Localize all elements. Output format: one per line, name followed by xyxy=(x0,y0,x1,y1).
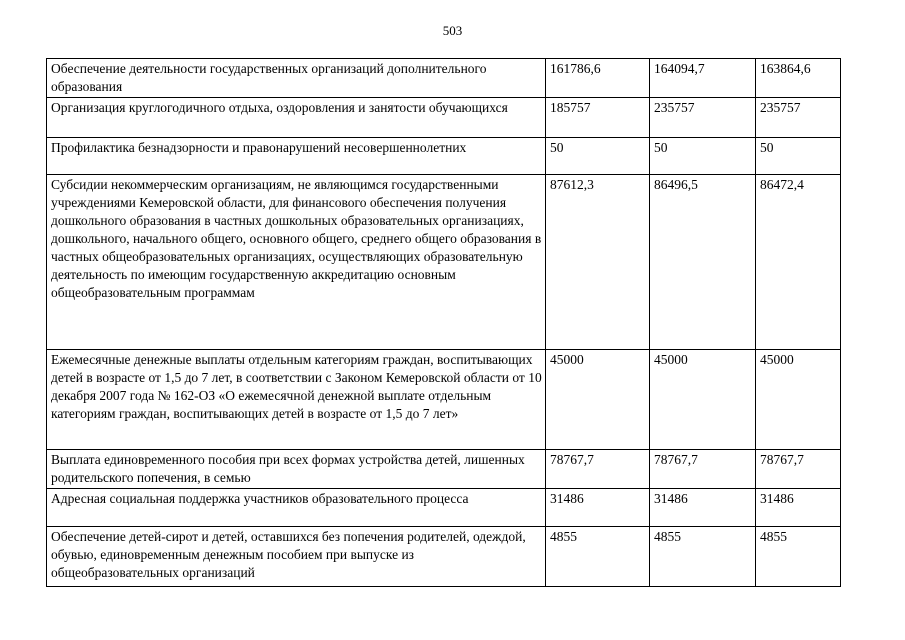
row-label: Обеспечение детей-сирот и детей, оставшихся без попечения родителей, одеждой, обувью, единовременным денежным пособием при выпуске из общеобразовательных организаций xyxy=(47,527,546,587)
row-label: Выплата единовременного пособия при всех формах устройства детей, лишенных родительского попечения, в семью xyxy=(47,450,546,489)
value-year-2: 86496,5 xyxy=(650,175,756,350)
value-year-2: 45000 xyxy=(650,350,756,450)
row-label: Профилактика безнадзорности и правонарушений несовершеннолетних xyxy=(47,138,546,175)
table-row xyxy=(47,59,841,98)
value-year-2: 164094,7 xyxy=(650,59,756,98)
value-year-1: 161786,6 xyxy=(546,59,650,98)
value-year-3: 50 xyxy=(756,138,841,175)
value-year-2: 31486 xyxy=(650,489,756,527)
value-year-3: 31486 xyxy=(756,489,841,527)
row-label: Обеспечение деятельности государственных организаций дополнительного образования xyxy=(47,59,546,98)
row-label: Ежемесячные денежные выплаты отдельным категориям граждан, воспитывающих детей в возрасте от 1,5 до 7 лет, в соответствии с Законом Кемеровской области от 10 декабря 2007 года № 162-ОЗ «О ежемесячной денежной выплате отдельным категориям граждан, воспитывающих детей в возрасте от 1,5 до 7 лет» xyxy=(47,350,546,450)
value-year-1: 31486 xyxy=(546,489,650,527)
table-row xyxy=(47,138,841,175)
value-year-1: 87612,3 xyxy=(546,175,650,350)
budget-table xyxy=(46,58,841,587)
value-year-1: 78767,7 xyxy=(546,450,650,489)
row-label: Адресная социальная поддержка участников образовательного процесса xyxy=(47,489,546,527)
row-label: Субсидии некоммерческим организациям, не являющимся государственными учреждениями Кемеровской области, для финансового обеспечения получения дошкольного образования в частных дошкольных образовательных организациях, дошкольного, начального общего, основного общего, среднего общего образования в частных общеобразовательных организациях, осуществляющих образовательную деятельность по имеющим государственную аккредитацию основным общеобразовательным программам xyxy=(47,175,546,350)
value-year-2: 78767,7 xyxy=(650,450,756,489)
table-row xyxy=(47,350,841,450)
table-row xyxy=(47,527,841,587)
table-row xyxy=(47,98,841,138)
value-year-1: 185757 xyxy=(546,98,650,138)
value-year-2: 4855 xyxy=(650,527,756,587)
page-number: 503 xyxy=(442,23,463,38)
value-year-2: 235757 xyxy=(650,98,756,138)
value-year-1: 50 xyxy=(546,138,650,175)
value-year-3: 45000 xyxy=(756,350,841,450)
value-year-3: 78767,7 xyxy=(756,450,841,489)
value-year-3: 163864,6 xyxy=(756,59,841,98)
row-label: Организация круглогодичного отдыха, оздоровления и занятости обучающихся xyxy=(47,98,546,138)
value-year-1: 4855 xyxy=(546,527,650,587)
value-year-3: 235757 xyxy=(756,98,841,138)
table-row xyxy=(47,175,841,350)
table-row xyxy=(47,489,841,527)
value-year-3: 86472,4 xyxy=(756,175,841,350)
value-year-3: 4855 xyxy=(756,527,841,587)
table-row xyxy=(47,450,841,489)
value-year-1: 45000 xyxy=(546,350,650,450)
value-year-2: 50 xyxy=(650,138,756,175)
